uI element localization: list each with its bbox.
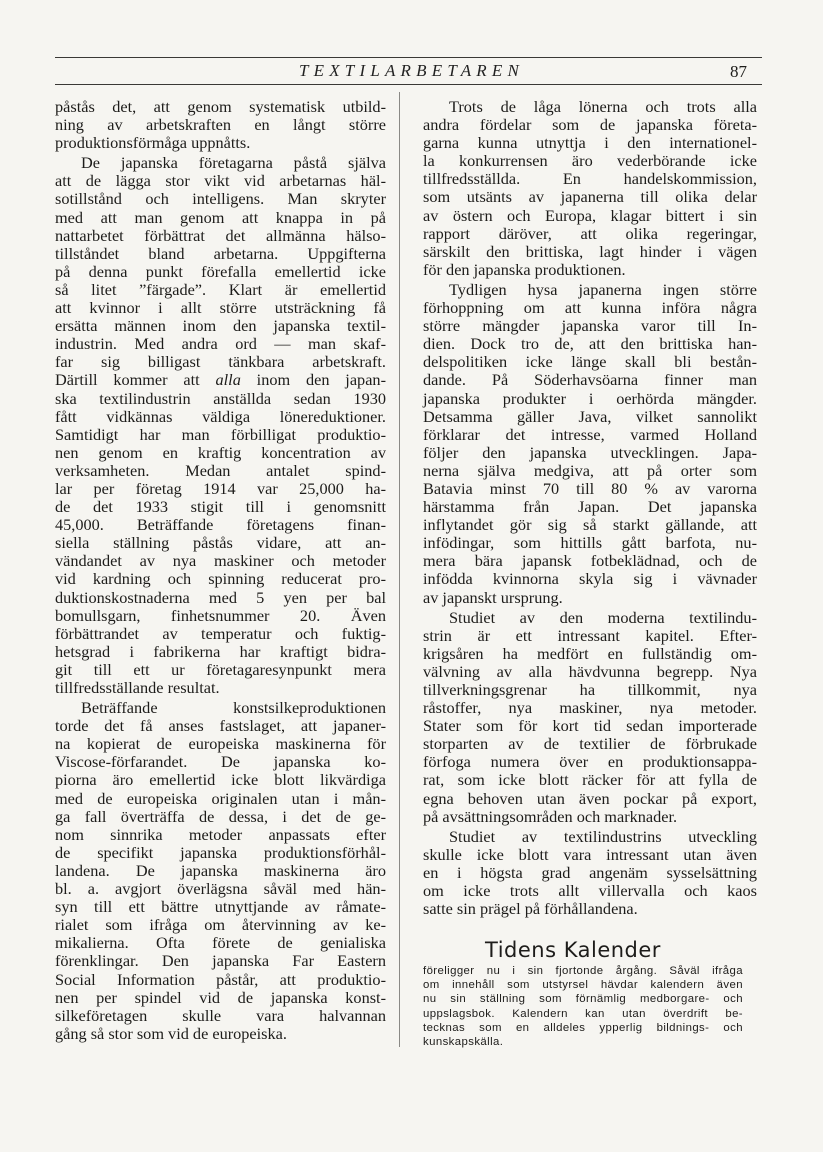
text-line: ersätta männen inom den japanska textil- — [55, 316, 386, 336]
right-column — [423, 98, 757, 918]
emphasis: alla — [215, 370, 241, 390]
text-line: rapport däröver, att olika regeringar, — [423, 223, 757, 243]
text-line: la konkurrensen äro vederbörande icke — [423, 151, 757, 171]
text-line: vid kardning och spinning reducerat pro- — [55, 569, 386, 589]
text-line: rialet som ifråga om återvinning av ke- — [55, 915, 386, 935]
text-line: som utsänts av japanerna till olika delar — [423, 187, 757, 207]
text-line: av japanskt ursprung. — [423, 587, 563, 607]
text-line: förenklingar. Den japanska Far Eastern — [55, 951, 386, 971]
text-line: tillverkningsgrenar ha tillkommit, nya — [423, 680, 757, 699]
text-line: påstås det, att genom systematisk utbild- — [55, 97, 386, 116]
text-line: andra fördelar som de japanska företa- — [423, 115, 757, 135]
text-line: piorna äro emellertid icke blott likvärdiga — [55, 770, 386, 790]
text-line: tillfredsställda. En handelskommission, — [423, 169, 757, 189]
text-line: na kopierat de europeiska maskinerna för — [55, 734, 386, 754]
text-line: landena. De japanska maskinerna äro — [55, 860, 386, 880]
text-line: Trots de låga lönerna och trots alla — [449, 97, 757, 116]
notice-line: kunskapskälla. — [423, 1035, 504, 1048]
text-line: delspolitiken icke länge skall bli bestån- — [423, 352, 757, 372]
column-divider — [399, 92, 400, 1047]
text-line: Beträffande konstsilkeproduktionen — [81, 698, 386, 718]
text-line: mikalierna. Ofta förete de genialiska — [55, 933, 386, 953]
text-line: Batavia minst 70 till 80 % av varorna — [423, 478, 757, 498]
header-top-rule — [55, 57, 762, 58]
notice-line: om innehåll som utstyrsel hävdar kalendern även — [423, 979, 743, 992]
text-line: hetsgrad i fabrikerna har kraftigt bidra- — [55, 641, 386, 661]
text-line: att de lägga stor vikt vid arbetarnas häl- — [55, 171, 386, 191]
text-line: syn till ett bättre utnyttjande av råmate- — [55, 897, 386, 917]
text-line — [55, 371, 386, 389]
text-line: verksamheten. Medan antalet spind- — [55, 460, 386, 480]
left-column — [55, 98, 386, 1043]
text-line: inflytandet gör sig så starkt gällande, att — [423, 515, 757, 535]
text-line: strin är ett intressant kapitel. Efter- — [423, 625, 757, 645]
text-line: förklarar det intresse, varmed Holland — [423, 424, 757, 444]
text-line: produktionsförmåga uppnåtts. — [55, 133, 251, 153]
notice-line: tecknas som en alldeles ypperlig bildnings- och — [423, 1021, 743, 1034]
notice-body — [423, 964, 743, 1049]
paragraph — [423, 281, 757, 607]
text-line: ska textilindustrin anställda sedan 1930 — [55, 388, 386, 408]
text-line: Social Information påstår, att produktio- — [55, 969, 386, 989]
text-line: för den japanska produktionen. — [423, 259, 626, 279]
text-line: med att man genom att knappa in på — [55, 207, 386, 227]
text-line: bomullsgarn, finhetsnummer 20. Även — [55, 605, 386, 625]
text-line: De japanska företagarna påstå själva — [81, 153, 386, 173]
text-line: storparten av de textilier de förbrukade — [423, 734, 757, 754]
paragraph — [423, 98, 757, 279]
notice-line: nu sin ställning som förnämlig medborgare- och — [423, 993, 743, 1006]
text-line: ning av arbetskraften en långt större — [55, 115, 386, 135]
text-line: följer den japanska utvecklingen. Japa- — [423, 442, 757, 462]
text-line: råstoffer, nya maskiner, nya metoder. — [423, 698, 757, 718]
text-line: särskilt den brittiska, lagt hinder i vägen — [423, 241, 757, 261]
text-line: krigsåren ha medfört en fullständig om- — [423, 643, 757, 663]
text-line: nen per spindel vid de japanska konst- — [55, 987, 386, 1007]
text-line: dien. Dock tro de, att den brittiska han- — [423, 334, 757, 354]
text-line: att kvinnor i allt större utsträckning få — [55, 298, 386, 318]
text-segment: Därtill kommer att — [55, 370, 216, 390]
text-line: en i högsta grad angenäm sysselsättning — [423, 862, 757, 882]
text-line: om icke trots allt villervalla och kaos — [423, 881, 757, 901]
text-line: duktionskostnaderna med 5 yen per bal — [55, 587, 386, 607]
text-line: välvning av alla hävdvunna begrepp. Nya — [423, 661, 757, 681]
paragraph — [423, 609, 757, 826]
text-line: gång så stor som vid de europeiska. — [55, 1023, 287, 1043]
text-line: förfoga numera över en produktionsappa- — [423, 752, 757, 772]
text-line: Studiet av den moderna textilindu- — [449, 607, 757, 627]
text-line: Viscose-förfarandet. De japanska ko- — [55, 752, 386, 772]
text-line: bl. a. avgjort överlägsna såväl med hän- — [55, 879, 386, 899]
text-line: tillståndet bland arbetarna. Uppgifterna — [55, 243, 386, 263]
text-line: Stater som för kort tid sedan importerade — [423, 716, 757, 736]
paragraph — [55, 154, 386, 697]
text-line: de specifikt japanska produktionsförhål- — [55, 842, 386, 862]
notice-line: föreligger nu i sin fjortonde årgång. Såväl ifråga — [423, 965, 743, 977]
text-line: större mängder japanska varor till In- — [423, 316, 757, 336]
text-line: rat, som icke blott räcker för att fylla de — [423, 770, 757, 790]
text-line: av östern och Europa, klagar bittert i sin — [423, 205, 757, 225]
text-line: de det 1933 stigit till i genomsnitt — [55, 497, 386, 517]
journal-title: TEXTILARBETAREN — [298, 61, 524, 80]
text-line: på denna punkt förefalla emellertid icke — [55, 261, 386, 281]
text-line: så litet ”färgade”. Klart är emellertid — [55, 279, 386, 299]
text-line: infödingar, som hittills gått barfota, nu- — [423, 533, 757, 553]
text-line: git till ett ur företagaresynpunkt mera — [55, 659, 386, 679]
text-segment: inom den japan- — [240, 370, 386, 390]
page-number: 87 — [730, 62, 747, 81]
text-line: vändandet av nya maskiner och metoder — [55, 551, 386, 571]
text-line: nen genom en kraftig koncentration av — [55, 442, 386, 462]
paragraph — [55, 98, 386, 152]
text-line: dande. På Söderhavsöarna finner man — [423, 370, 757, 390]
notice-title: Tidens Kalender — [485, 938, 661, 962]
text-line: tillfredsställande resultat. — [55, 678, 220, 697]
text-line: med de europeiska originalen utan i mån- — [55, 788, 386, 808]
text-line: fått vidkännas väldiga lönereduktioner. — [55, 406, 386, 426]
text-line: industrin. Med andra ord — man skaf- — [55, 334, 386, 354]
text-line: siella ställning påstås vidare, att an- — [55, 533, 386, 553]
text-line: förhoppning om att kunna införa några — [423, 298, 757, 318]
text-line: japanska produkter i oerhörda mängder. — [423, 388, 757, 408]
text-line: egna behoven utan även pockar på export, — [423, 788, 757, 808]
header-bottom-rule — [55, 84, 762, 85]
text-line: Samtidigt har man förbilligat produktio- — [55, 424, 386, 444]
text-line: skulle icke blott vara intressant utan även — [423, 844, 757, 864]
text-line: Tydligen hysa japanerna ingen större — [449, 279, 757, 299]
notice-line: uppslagsbok. Kalendern kan utan överdrift be- — [423, 1007, 743, 1020]
text-line: Studiet av textilindustrins utveckling — [449, 826, 757, 846]
text-line: nattarbetet förbättrat det allmänna hälso- — [55, 225, 386, 245]
text-line: lar per företag 1914 var 25,000 ha- — [55, 478, 386, 498]
text-line: 45,000. Beträffande företagens finan- — [55, 515, 386, 535]
paragraph — [55, 699, 386, 1043]
text-line: ga fall överträffa de dessa, i det de ge- — [55, 806, 386, 826]
text-line: förbättrandet av temperatur och fuktig- — [55, 623, 386, 643]
text-line: garna kunna utnyttja i den internationel- — [423, 133, 757, 153]
text-line: Detsamma gäller Java, vilket sannolikt — [423, 406, 757, 426]
paragraph — [423, 828, 757, 918]
text-line: torde det få anses fastslaget, att japaner- — [55, 716, 386, 736]
text-line: satte sin prägel på förhållandena. — [423, 899, 638, 919]
text-line: nom sinnrika metoder anpassats efter — [55, 824, 386, 844]
text-line: silkeföretagen skulle vara halvannan — [55, 1005, 386, 1025]
text-line: mera bära japansk fotbeklädnad, och de — [423, 551, 757, 571]
text-line: härstamma från Japan. Det japanska — [423, 497, 757, 517]
text-line: på avsättningsområden och marknader. — [423, 806, 678, 826]
text-line: nerna själva medgiva, att på orter som — [423, 460, 757, 480]
text-line: far sig billigast tänkbara arbetskraft. — [55, 352, 386, 372]
text-line: infödda kvinnorna skyla sig i vävnader — [423, 569, 757, 589]
text-line: sotillstånd och intelligens. Man skryter — [55, 189, 386, 209]
